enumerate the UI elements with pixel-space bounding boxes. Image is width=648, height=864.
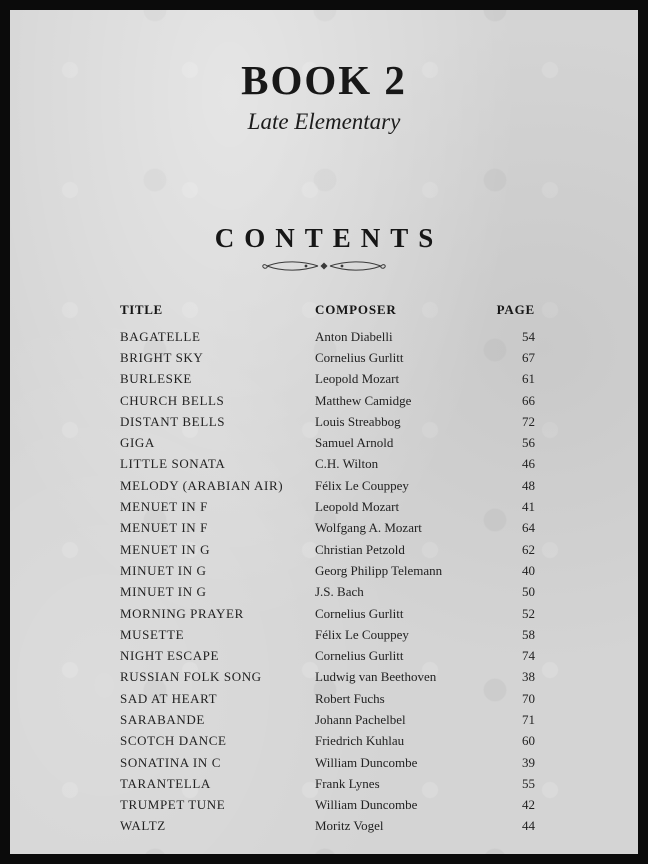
toc-row bbox=[120, 560, 535, 581]
piece-composer: Samuel Arnold bbox=[315, 435, 394, 451]
piece-title: MORNING PRAYER bbox=[120, 605, 244, 621]
toc-row bbox=[120, 709, 535, 730]
piece-title: GIGA bbox=[120, 435, 155, 451]
piece-composer: Félix Le Couppey bbox=[315, 626, 409, 642]
column-header-composer: COMPOSER bbox=[315, 302, 397, 317]
toc-row bbox=[120, 795, 535, 816]
piece-composer: C.H. Wilton bbox=[315, 456, 379, 472]
toc-row bbox=[120, 645, 535, 666]
piece-page: 62 bbox=[522, 541, 535, 557]
piece-page: 48 bbox=[522, 477, 535, 493]
piece-page: 60 bbox=[522, 733, 535, 749]
piece-page: 56 bbox=[522, 435, 535, 451]
piece-title: MINUET IN G bbox=[120, 562, 207, 578]
piece-page: 72 bbox=[522, 413, 535, 429]
toc-row bbox=[120, 539, 535, 560]
toc-row bbox=[120, 667, 535, 688]
column-header-page: PAGE bbox=[496, 302, 535, 317]
toc-row bbox=[120, 454, 535, 475]
piece-title: SONATINA IN C bbox=[120, 754, 221, 770]
toc-row bbox=[120, 390, 535, 411]
piece-composer: Cornelius Gurlitt bbox=[315, 349, 404, 365]
toc-row bbox=[120, 731, 535, 752]
piece-title: BURLESKE bbox=[120, 371, 192, 387]
piece-composer: Cornelius Gurlitt bbox=[315, 648, 404, 664]
piece-page: 61 bbox=[522, 371, 535, 387]
piece-composer: Matthew Camidge bbox=[315, 392, 412, 408]
piece-page: 71 bbox=[522, 711, 535, 727]
book-title: BOOK 2 bbox=[241, 57, 407, 103]
piece-title: CHURCH BELLS bbox=[120, 392, 225, 408]
toc-row bbox=[120, 475, 535, 496]
piece-composer: Georg Philipp Telemann bbox=[315, 562, 443, 578]
column-header-title: TITLE bbox=[120, 302, 163, 317]
piece-composer: Johann Pachelbel bbox=[315, 711, 406, 727]
toc-row bbox=[120, 773, 535, 794]
toc-row bbox=[120, 688, 535, 709]
piece-composer: Frank Lynes bbox=[315, 775, 380, 791]
page-background bbox=[10, 10, 638, 854]
piece-page: 54 bbox=[522, 328, 535, 344]
filigree-divider-icon bbox=[10, 258, 638, 276]
piece-title: DISTANT BELLS bbox=[120, 413, 226, 429]
toc-rows bbox=[120, 326, 535, 837]
piece-title: WALTZ bbox=[120, 818, 166, 834]
piece-page: 64 bbox=[522, 520, 535, 536]
piece-composer: Anton Diabelli bbox=[315, 328, 393, 344]
piece-page: 58 bbox=[522, 626, 535, 642]
toc-row bbox=[120, 411, 535, 432]
piece-page: 42 bbox=[522, 797, 535, 813]
toc-row bbox=[120, 518, 535, 539]
piece-composer: Leopold Mozart bbox=[315, 371, 400, 387]
toc-row bbox=[120, 496, 535, 517]
piece-composer: Ludwig van Beethoven bbox=[315, 669, 437, 685]
piece-title: MUSETTE bbox=[120, 626, 185, 642]
piece-title: MELODY (ARABIAN AIR) bbox=[120, 477, 284, 493]
piece-page: 52 bbox=[522, 605, 535, 621]
toc-row bbox=[120, 816, 535, 837]
book-subtitle: Late Elementary bbox=[247, 109, 401, 134]
piece-title: MENUET IN F bbox=[120, 520, 208, 536]
piece-page: 46 bbox=[522, 456, 535, 472]
piece-page: 38 bbox=[522, 669, 535, 685]
piece-composer: Cornelius Gurlitt bbox=[315, 605, 404, 621]
piece-title: SAD AT HEART bbox=[120, 690, 218, 706]
piece-composer: Louis Streabbog bbox=[315, 413, 401, 429]
piece-composer: Wolfgang A. Mozart bbox=[315, 520, 422, 536]
piece-title: TARANTELLA bbox=[120, 775, 211, 791]
piece-page: 40 bbox=[522, 562, 535, 578]
piece-composer: Friedrich Kuhlau bbox=[315, 733, 405, 749]
contents-heading: CONTENTS bbox=[214, 223, 444, 253]
piece-title: MENUET IN G bbox=[120, 541, 211, 557]
toc-table bbox=[120, 302, 535, 837]
toc-row bbox=[120, 603, 535, 624]
toc-header-row bbox=[120, 302, 535, 318]
piece-composer: Félix Le Couppey bbox=[315, 477, 409, 493]
piece-page: 55 bbox=[522, 775, 535, 791]
piece-page: 41 bbox=[522, 499, 535, 515]
piece-title: MENUET IN F bbox=[120, 499, 208, 515]
toc-row bbox=[120, 582, 535, 603]
piece-page: 66 bbox=[522, 392, 535, 408]
toc-row bbox=[120, 369, 535, 390]
piece-composer: J.S. Bach bbox=[315, 584, 364, 600]
piece-composer: William Duncombe bbox=[315, 797, 418, 813]
piece-title: RUSSIAN FOLK SONG bbox=[120, 669, 262, 685]
toc-row bbox=[120, 347, 535, 368]
piece-title: MINUET IN G bbox=[120, 584, 207, 600]
piece-page: 39 bbox=[522, 754, 535, 770]
piece-composer: Leopold Mozart bbox=[315, 499, 400, 515]
piece-composer: Moritz Vogel bbox=[315, 818, 384, 834]
piece-title: TRUMPET TUNE bbox=[120, 797, 226, 813]
piece-title: SARABANDE bbox=[120, 711, 205, 727]
piece-title: SCOTCH DANCE bbox=[120, 733, 227, 749]
toc-row bbox=[120, 624, 535, 645]
piece-composer: Christian Petzold bbox=[315, 541, 405, 557]
piece-page: 67 bbox=[522, 349, 535, 365]
piece-title: BAGATELLE bbox=[120, 328, 201, 344]
piece-title: NIGHT ESCAPE bbox=[120, 648, 220, 664]
piece-page: 44 bbox=[522, 818, 535, 834]
piece-title: LITTLE SONATA bbox=[120, 456, 226, 472]
piece-page: 50 bbox=[522, 584, 535, 600]
piece-composer: Robert Fuchs bbox=[315, 690, 385, 706]
toc-row bbox=[120, 326, 535, 347]
piece-title: BRIGHT SKY bbox=[120, 349, 204, 365]
piece-composer: William Duncombe bbox=[315, 754, 418, 770]
piece-page: 74 bbox=[522, 648, 535, 664]
toc-row bbox=[120, 432, 535, 453]
toc-row bbox=[120, 752, 535, 773]
piece-page: 70 bbox=[522, 690, 535, 706]
